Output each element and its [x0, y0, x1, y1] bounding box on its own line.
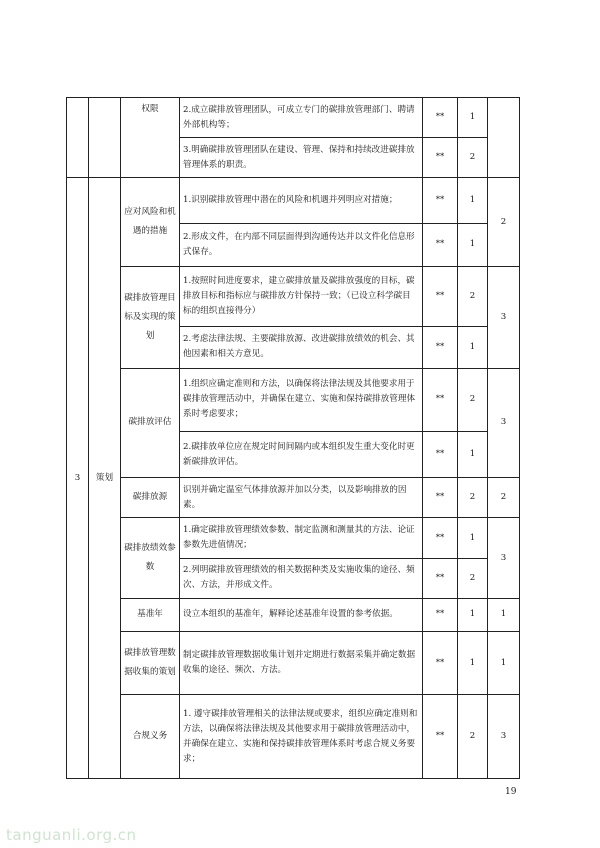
score-cell: 1 — [458, 518, 488, 558]
criterion-text: 制定碳排放管理数据收集计划并定期进行数据采集并确定数据收集的途径、频次、方法。 — [180, 632, 423, 695]
index-cell-empty — [67, 98, 89, 178]
table-row — [67, 695, 520, 779]
rating-cell: ** — [423, 518, 458, 558]
subsection-name: 碳排放评估 — [121, 368, 180, 478]
subsection-total: 1 — [488, 632, 520, 695]
score-cell: 1 — [458, 327, 488, 368]
subsection-total: 1 — [488, 598, 520, 631]
subsection-total: 3 — [488, 695, 520, 779]
subsection-total: 3 — [488, 518, 520, 598]
rating-cell: ** — [423, 632, 458, 695]
criterion-text: 识别并确定温室气体排放源并加以分类，以及影响排放的因素。 — [180, 478, 423, 518]
table-row — [67, 632, 520, 695]
table-row — [67, 598, 520, 631]
subsection-name: 碳排放绩效参数 — [121, 518, 180, 598]
table-row — [67, 178, 520, 223]
criterion-text: 2.列明碳排放管理绩效的相关数据种类及实施收集的途径、频次、方法，并形成文件。 — [180, 558, 423, 598]
criterion-text: 1.按照时间进度要求，建立碳排放量及碳排放强度的目标，碳排放目标和指标应与碳排放方针保持一致；（已设立科学碳目标的组织直接得分） — [180, 266, 423, 326]
section-number: 3 — [67, 178, 89, 779]
score-cell: 2 — [458, 478, 488, 518]
score-cell: 2 — [458, 695, 488, 779]
criterion-text: 1.组织应确定准则和方法，以确保将法律法规及其他要求用于碳排放管理活动中，并确保在建立、实施和保持碳排放管理体系时考虑要求； — [180, 368, 423, 431]
total-cell-empty — [488, 98, 520, 178]
rating-cell: ** — [423, 431, 458, 477]
evaluation-table — [66, 97, 520, 779]
criterion-text: 2.成立碳排放管理团队，可成立专门的碳排放管理部门、聘请外部机构等； — [180, 98, 423, 138]
table-row — [67, 368, 520, 431]
rating-cell: ** — [423, 223, 458, 266]
score-cell: 2 — [458, 558, 488, 598]
rating-cell: ** — [423, 558, 458, 598]
category-cell-empty — [89, 98, 121, 178]
rating-cell: ** — [423, 478, 458, 518]
subsection-name: 权限 — [121, 98, 180, 178]
score-cell: 1 — [458, 178, 488, 223]
page-number: 19 — [505, 787, 517, 797]
subsection-total: 3 — [488, 368, 520, 478]
score-cell: 1 — [458, 598, 488, 631]
score-cell: 2 — [458, 138, 488, 178]
score-cell: 2 — [458, 266, 488, 326]
table-row — [67, 98, 520, 138]
score-cell: 1 — [458, 431, 488, 477]
criterion-text: 1.识别碳排放管理中潜在的风险和机遇并列明应对措施； — [180, 178, 423, 223]
criterion-text: 2.形成文件，在内部不同层面得到沟通传达并以文件化信息形式保存。 — [180, 223, 423, 266]
rating-cell: ** — [423, 138, 458, 178]
criterion-text: 2.碳排放单位应在规定时间间隔内或本组织发生重大变化时更新碳排放评估。 — [180, 431, 423, 477]
subsection-name: 碳排放管理目标及实现的策划 — [121, 266, 180, 368]
subsection-total: 2 — [488, 178, 520, 267]
rating-cell: ** — [423, 368, 458, 431]
table-row — [67, 266, 520, 326]
rating-cell: ** — [423, 266, 458, 326]
score-cell: 2 — [458, 368, 488, 431]
criterion-text: 1.确定碳排放管理绩效参数、制定监测和测量其的方法、论证参数先进值情况； — [180, 518, 423, 558]
rating-cell: ** — [423, 178, 458, 223]
subsection-total: 2 — [488, 478, 520, 518]
criterion-text: 3.明确碳排放管理团队在建设、管理、保持和持续改进碳排放管理体系的职责。 — [180, 138, 423, 178]
subsection-name: 碳排放管理数据收集的策划 — [121, 632, 180, 695]
rating-cell: ** — [423, 598, 458, 631]
table-row — [67, 478, 520, 518]
score-cell: 1 — [458, 223, 488, 266]
score-cell: 1 — [458, 98, 488, 138]
criterion-text: 2.考虑法律法规、主要碳排放源、改进碳排放绩效的机会、其他因素和相关方意见。 — [180, 327, 423, 368]
subsection-name: 合规义务 — [121, 695, 180, 779]
subsection-name: 应对风险和机遇的措施 — [121, 178, 180, 267]
subsection-name: 碳排放源 — [121, 478, 180, 518]
rating-cell: ** — [423, 327, 458, 368]
criterion-text: 1. 遵守碳排放管理相关的法律法规或要求，组织应确定准则和方法，以确保将法律法规及其他要求用于碳排放管理活动中，并确保在建立、实施和保持碳排放管理体系时考虑合规义务要求； — [180, 695, 423, 779]
section-title: 策划 — [89, 178, 121, 779]
subsection-total: 3 — [488, 266, 520, 368]
subsection-name: 基准年 — [121, 598, 180, 631]
criterion-text: 设立本组织的基准年，解释论述基准年设置的参考依据。 — [180, 598, 423, 631]
rating-cell: ** — [423, 695, 458, 779]
table-row — [67, 518, 520, 558]
score-cell: 1 — [458, 632, 488, 695]
rating-cell: ** — [423, 98, 458, 138]
watermark-text: tanguanli.org.cn — [6, 826, 137, 844]
